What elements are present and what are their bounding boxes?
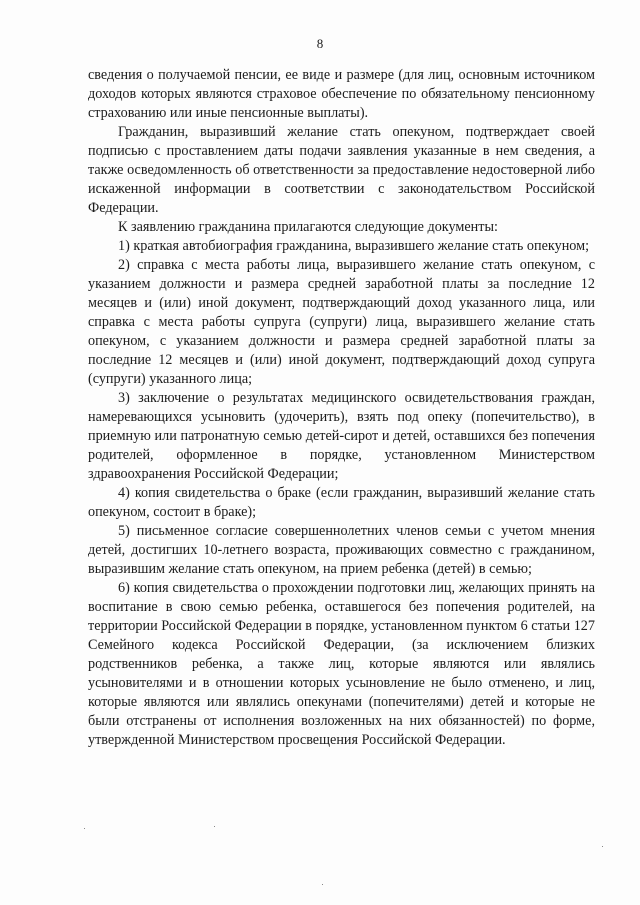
paragraph-attached-documents-intro: К заявлению гражданина прилагаются следующие документы: xyxy=(118,219,498,235)
document-body xyxy=(88,66,595,750)
list-item-marriage-certificate: 4) копия свидетельства о браке (если гражданин, выразивший желание стать опекуном, состоит в браке); xyxy=(88,485,595,520)
list-item-training-certificate: 6) копия свидетельства о прохождении подготовки лиц, желающих принять на воспитание в свою семью ребенка, оставшегося без попечения родителей, на территории Российской Федерации в порядке, установленном пунктом 6 статьи 127 Семейного кодекса Российской Федерации, (за исключением близких родственников ребенка, а также лиц, которые являются или являлись усыновителями и в отношении которых усыновление не было отменено, и лиц, которые являются или являлись опекунами (попечителями) детей и которые не были отстранены от исполнения возложенных на них обязанностей) по форме, утвержденной Министерством просвещения Российской Федерации. xyxy=(88,580,595,748)
page-number: 8 xyxy=(316,36,324,51)
scan-speck xyxy=(84,828,85,829)
list-item-autobiography: 1) краткая автобиография гражданина, выразившего желание стать опекуном; xyxy=(118,238,590,254)
paragraph-signature-confirmation: Гражданин, выразивший желание стать опекуном, подтверждает своей подписью с проставлением даты подачи заявления указанные в нем сведения, а также осведомленность об ответственности за предоставление недостоверной либо искаженной информации в соответствии с законодательством Российской Федерации. xyxy=(88,124,595,216)
list-item-work-certificate: 2) справка с места работы лица, выразившего желание стать опекуном, с указанием должности и размера средней заработной платы за последние 12 месяцев и (или) иной документ, подтверждающий доход указанного лица, или справка с места работы супруга (супруги) лица, выразившего желание стать опекуном, с указанием должности и размера средней заработной платы за последние 12 месяцев и (или) иной документ, подтверждающий доход супруга (супруги) указанного лица; xyxy=(88,257,595,387)
scan-speck xyxy=(214,826,215,827)
scan-speck xyxy=(322,884,323,885)
list-item-medical-conclusion: 3) заключение о результатах медицинского освидетельствования граждан, намеревающихся усыновить (удочерить), взять под опеку (попечительство), в приемную или патронатную семью детей-сирот и детей, оставшихся без попечения родителей, оформленное в порядке, установленном Министерством здравоохранения Российской Федерации; xyxy=(88,390,595,482)
list-item-family-consent: 5) письменное согласие совершеннолетних членов семьи с учетом мнения детей, достигших 10-летнего возраста, проживающих совместно с гражданином, выразившим желание стать опекуном, на прием ребенка (детей) в семью; xyxy=(88,523,595,577)
scan-speck xyxy=(602,846,603,847)
paragraph-pension-info: сведения о получаемой пенсии, ее виде и размере (для лиц, основным источником доходов которых являются страховое обеспечение по обязательному пенсионному страхованию или иные пенсионные выплаты). xyxy=(88,67,595,121)
